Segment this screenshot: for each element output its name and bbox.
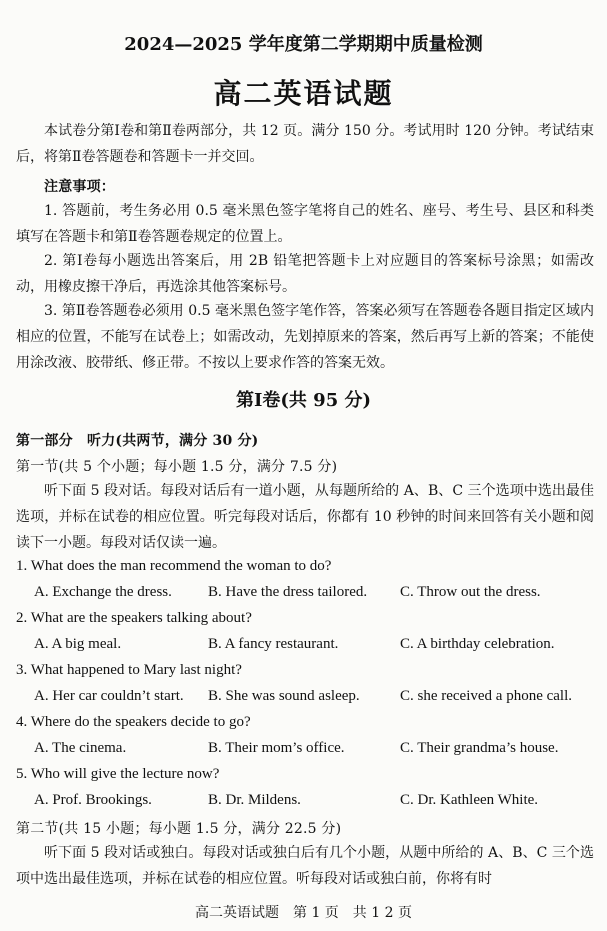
q1-option-a: A. Exchange the dress. — [34, 584, 172, 600]
q3-option-c: C. she received a phone call. — [400, 688, 573, 704]
part1-title: 第Ⅰ卷(共 95 分) — [235, 390, 372, 411]
notes-heading: 注意事项： — [44, 179, 115, 195]
q5-option-a: A. Prof. Brookings. — [34, 792, 152, 808]
q2-option-c: C. A birthday celebration. — [400, 636, 555, 652]
q3-option-b: B. She was sound asleep. — [208, 688, 360, 704]
note-1: 1. 答题前，考生务必用 0.5 毫米黑色签字笔将自己的姓名、座号、考生号、县区和科类填写在答题卡和第Ⅱ卷答题卷规定的位置上。 — [16, 203, 594, 245]
sub2-instructions: 听下面 5 段对话或独白。每段对话或独白后有几个小题，从题中所给的 A、B、C 三个选项中选出最佳选项，并标在试卷的相应位置。听每段对话或独白前，你将有时 — [16, 845, 594, 887]
q5-option-b: B. Dr. Mildens. — [208, 792, 301, 808]
exam-title: 高二英语试题 — [213, 77, 394, 110]
note-2: 2. 第Ⅰ卷每小题选出答案后，用 2B 铅笔把答题卡上对应题目的答案标号涂黑；如需改动，用橡皮擦干净后，再选涂其他答案标号。 — [16, 253, 594, 295]
question-2: 2. What are the speakers talking about? — [16, 610, 252, 626]
exam-header: 2024—2025 学年度第二学期期中质量检测 — [124, 34, 483, 55]
sub2-title: 第二节(共 15 小题；每小题 1.5 分，满分 22.5 分) — [16, 821, 342, 837]
question-4: 4. Where do the speakers decide to go? — [16, 714, 251, 730]
q5-option-c: C. Dr. Kathleen White. — [400, 792, 539, 808]
sub1-title: 第一节(共 5 个小题；每小题 1.5 分，满分 7.5 分) — [16, 459, 338, 475]
q4-option-b: B. Their mom’s office. — [208, 740, 345, 756]
page-footer: 高二英语试题 第 1 页 共 1 2 页 — [195, 905, 412, 921]
section1-title: 第一部分 听力(共两节，满分 30 分) — [16, 433, 259, 449]
q4-option-a: A. The cinema. — [34, 740, 127, 756]
q2-option-b: B. A fancy restaurant. — [208, 636, 339, 652]
sub1-instructions: 听下面 5 段对话。每段对话后有一道小题，从每题所给的 A、B、C 三个选项中选出最佳选项，并标在试卷的相应位置。听完每段对话后，你都有 10 秒钟的时间来回答有关小题和阅读下一小题。每段对话仅读一遍。 — [16, 483, 594, 551]
q2-option-a: A. A big meal. — [34, 636, 122, 652]
q3-option-a: A. Her car couldn’t start. — [34, 688, 184, 704]
q1-option-b: B. Have the dress tailored. — [208, 584, 368, 600]
question-3: 3. What happened to Mary last night? — [16, 662, 242, 678]
q4-option-c: C. Their grandma’s house. — [400, 740, 559, 756]
note-3: 3. 第Ⅱ卷答题卷必须用 0.5 毫米黑色签字笔作答，答案必须写在答题卷各题目指定区域内相应的位置，不能写在试卷上；如需改动，先划掉原来的答案，然后再写上新的答案；不能使用涂改液、胶带纸、修正带。不按以上要求作答的答案无效。 — [16, 303, 594, 371]
q1-option-c: C. Throw out the dress. — [400, 584, 541, 600]
question-5: 5. Who will give the lecture now? — [16, 766, 220, 782]
question-1: 1. What does the man recommend the woman to do? — [16, 558, 332, 574]
intro-paragraph: 本试卷分第Ⅰ卷和第Ⅱ卷两部分，共 12 页。满分 150 分。考试用时 120 分钟。考试结束后，将第Ⅱ卷答题卷和答题卡一并交回。 — [16, 123, 594, 165]
